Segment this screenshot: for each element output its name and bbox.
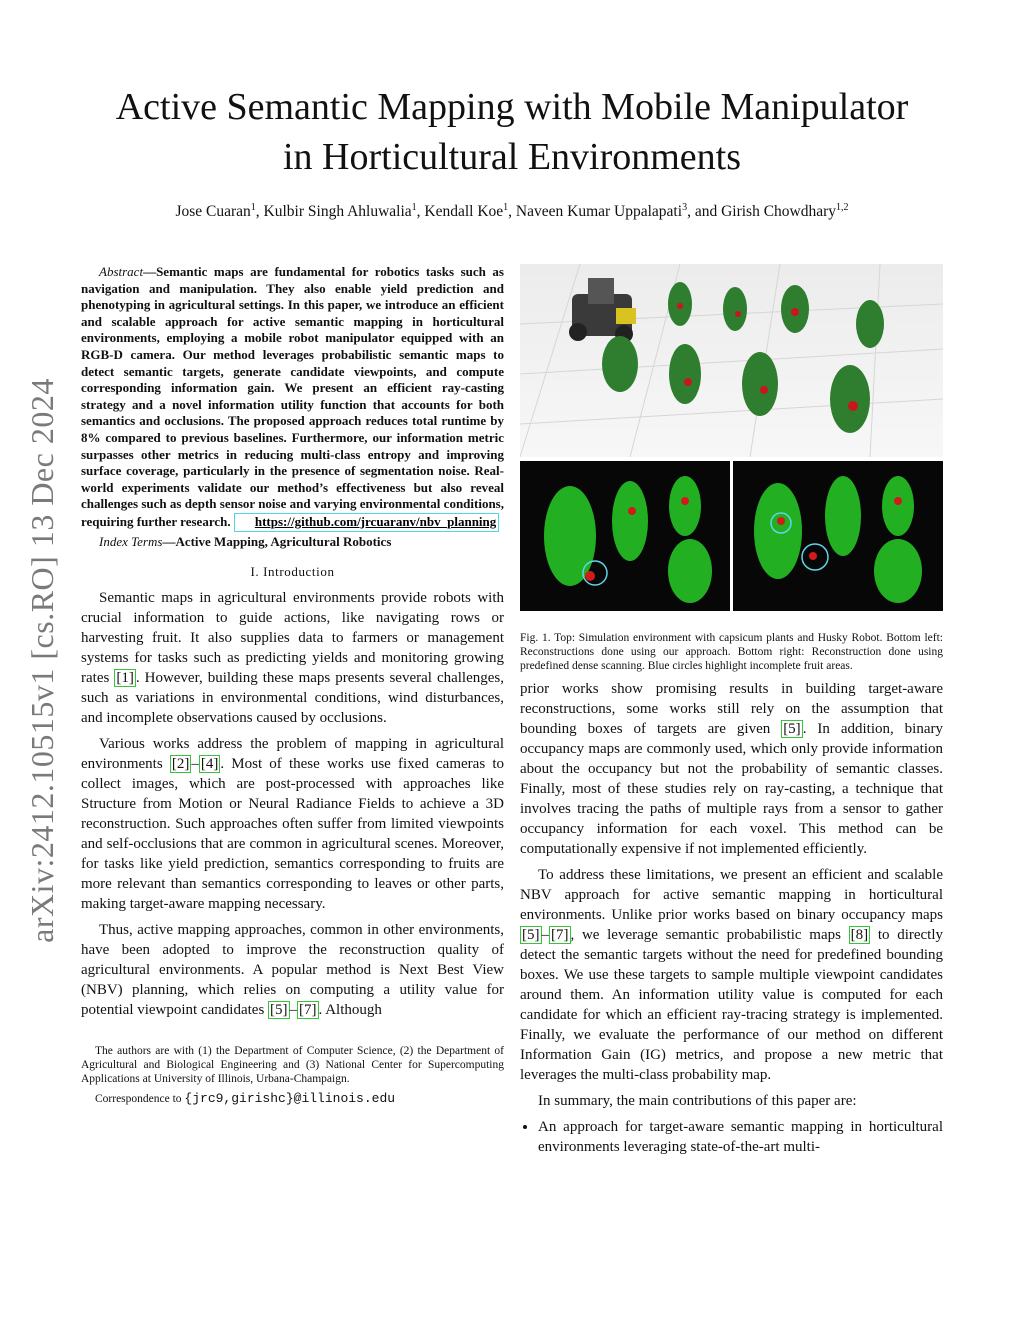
section-heading-intro: I. Introduction (250, 563, 335, 579)
citation-range-dash: – (289, 1001, 298, 1018)
husky-robot-shape (569, 278, 636, 343)
correspondence-email[interactable]: {jrc9,girishc}@illinois.edu (184, 1090, 396, 1106)
left-column (81, 264, 504, 1112)
author-2: Kulbir Singh Ahluwalia (263, 203, 412, 221)
right-paragraph-2 (520, 865, 943, 1085)
abstract-label: Abstract (99, 264, 144, 279)
figure-caption: Fig. 1. Top: Simulation environment with capsicum plants and Husky Robot. Bottom left: Reconstructions done using our approach. Bottom right: Reconstruction done using predefined dense scanning. Blue circles highlight incomplete fruit areas. (520, 632, 943, 672)
author-list: Jose Cuaran$^1$, Kulbir Singh Ahluwalia$^1$, Kendall Koe$^1$, Naveen Kumar Uppalapati$^3$, and Girish Chowdhary$^{1,2}$ (175, 202, 849, 221)
author-3-affil: 1 (503, 202, 509, 213)
citation-8[interactable]: [8] (850, 927, 869, 943)
intro-p2-text-b: . Most of these works use fixed cameras to collect images, which are post-processed with approaches like Structure from Motion or Neural Radiance Fields to achieve a 3D reconstruction. Such approaches often suffer from limited viewpoints and self-occlusions that are common in agricultural scenes. Moreover, for tasks like yield prediction, semantics corresponding to fruits are more relevant than semantics corresponding to leaves or other parts, making target-aware mapping necessary. (81, 755, 505, 912)
abstract (81, 264, 504, 532)
author-2-affil: 1 (411, 202, 417, 213)
intro-paragraph-2 (81, 734, 504, 914)
intro-paragraph-3 (81, 920, 504, 1020)
citation-5[interactable]: [5] (522, 927, 540, 943)
citation-1[interactable]: [1] (116, 669, 134, 686)
citation-range-dash: – (191, 755, 199, 772)
author-5: and Girish Chowdhary (694, 203, 837, 221)
right-column (520, 264, 943, 1157)
reconstruction-figures (520, 461, 943, 611)
intro-p3-text: Thus, active mapping approaches, common in other environments, have been adopted to improve the reconstruction quality of agricultural environments. A popular method is Next Best View (NBV) planning, which relies on computing a utility value for potential viewpoint candidates (81, 921, 504, 1018)
correspondence-footnote (81, 1092, 504, 1106)
intro-p3-text-b: . Although (318, 1001, 382, 1018)
author-3: Kendall Koe (424, 203, 504, 221)
author-1: Jose Cuaran (175, 203, 251, 221)
citation-7[interactable]: [7] (551, 927, 569, 943)
intro-p1-text-b: . However, building these maps presents several challenges, such as variations in environmental conditions, wind disturbances, and incomplete observations caused by occlusions. (81, 669, 504, 726)
right-p2-text: To address these limitations, we present an efficient and scalable NBV approach for active semantic mapping in horticultural environments. Unlike prior works based on binary occupancy maps (520, 867, 943, 923)
simulation-figure (520, 264, 943, 457)
index-terms-text: —Active Mapping, Agricultural Robotics (162, 533, 392, 549)
right-p2-text-c: to directly detect the semantic targets without the need for predefined bounding boxes. We use these targets to sample multiple viewpoint candidates around them. An information utility value is computed for each candidate for which an efficient ray-tracing strategy is implemented. Finally, we evaluate the performance of our method on different Information Gain (IG) metrics, and propose a new metric that leverages the multi-class probability map. (520, 927, 944, 1083)
reconstruction-dense-scanning (733, 461, 943, 611)
right-paragraph-3: In summary, the main contributions of this paper are: (538, 1093, 857, 1109)
affiliation-footnote: The authors are with (1) the Department of Computer Science, (2) the Department of Agricultural and Biological Engineering and (3) National Center for Supercomputing Applications at University of Illinois, Urbana-Champaign. (81, 1044, 504, 1085)
paper-title (60, 82, 964, 182)
arxiv-id: arXiv:2412.10515v1 [cs.RO] 13 Dec 2024 (23, 377, 60, 943)
abstract-text: —Semantic maps are fundamental for robotics tasks such as navigation and manipulation. They also enable yield prediction and phenotyping in agricultural settings. In this paper, we introduce an efficient and scalable approach for active semantic mapping in horticultural environments, employing a mobile robot manipulator equipped with an RGB-D camera. Our method leverages probabilistic semantic maps to detect semantic targets, generate candidate viewpoints, and compute corresponding information gain. We present an efficient ray-casting strategy and a novel information utility function that accounts for both semantics and occlusions. The proposed approach reduces total runtime by 8% compared to previous baselines. Furthermore, our information metric surpasses other metrics in reducing multi-class entropy and improving surface coverage, particularly in the presence of segmentation noise. Real-world experiments validate our method’s effectiveness but also reveal challenges such as depth sensor noise and varying environmental conditions, requiring further research. (81, 264, 504, 529)
citation-4[interactable]: [4] (200, 755, 219, 772)
github-link[interactable]: https://github.com/jrcuaranv/nbv_planning (234, 513, 499, 532)
citation-2[interactable]: [2] (171, 755, 190, 772)
simulation-scene-illustration (520, 264, 943, 457)
index-terms-label: Index Terms (99, 533, 163, 549)
citation-7[interactable]: [7] (299, 1001, 317, 1018)
arxiv-sidebar (4, 340, 80, 980)
right-p1-text: prior works show promising results in building target-aware reconstructions, some works still rely on the assumption that bounding boxes of targets are given (520, 681, 943, 737)
intro-p1-text: Semantic maps in agricultural environments provide robots with crucial information to guide actions, like navigating rows or harvesting fruit. It also supplies data to farmers or management systems for tasks such as predicting yields and monitoring growing rates (81, 589, 504, 686)
contribution-item: • An approach for target-aware semantic mapping in horticultural environments leveraging state-of-the-art multi- (538, 1117, 943, 1157)
correspondence-label: Correspondence to (95, 1092, 182, 1105)
citation-5[interactable]: [5] (783, 721, 801, 737)
right-p2-text-b: , we leverage semantic probabilistic maps (570, 927, 841, 943)
right-p1-text-b: . In addition, binary occupancy maps are commonly used, which only provide information about the occupancy but not the probability of semantic classes. Finally, most of these studies rely on ray-casting, a technique that involves tracing the paths of multiple rays from a sensor to gather occupancy information for each voxel. This method can be computationally expensive if not implemented efficiently. (520, 721, 943, 857)
author-1-affil: 1 (250, 202, 256, 213)
reconstruction-our-approach (520, 461, 730, 611)
right-paragraph-1 (520, 679, 943, 859)
author-4-affil: 3 (682, 202, 688, 213)
index-terms (81, 534, 504, 550)
title-line-1: Active Semantic Mapping with Mobile Manipulator (115, 86, 909, 128)
citation-5[interactable]: [5] (270, 1001, 288, 1018)
title-line-2: in Horticultural Environments (282, 136, 742, 178)
contribution-list (520, 1117, 943, 1157)
intro-p2-text: Various works address the problem of mapping in agricultural environments (81, 735, 504, 772)
intro-paragraph-1 (81, 588, 504, 728)
author-4: Naveen Kumar Uppalapati (515, 203, 683, 221)
citation-range-dash: – (541, 927, 549, 943)
author-5-affil: 1,2 (836, 202, 849, 213)
